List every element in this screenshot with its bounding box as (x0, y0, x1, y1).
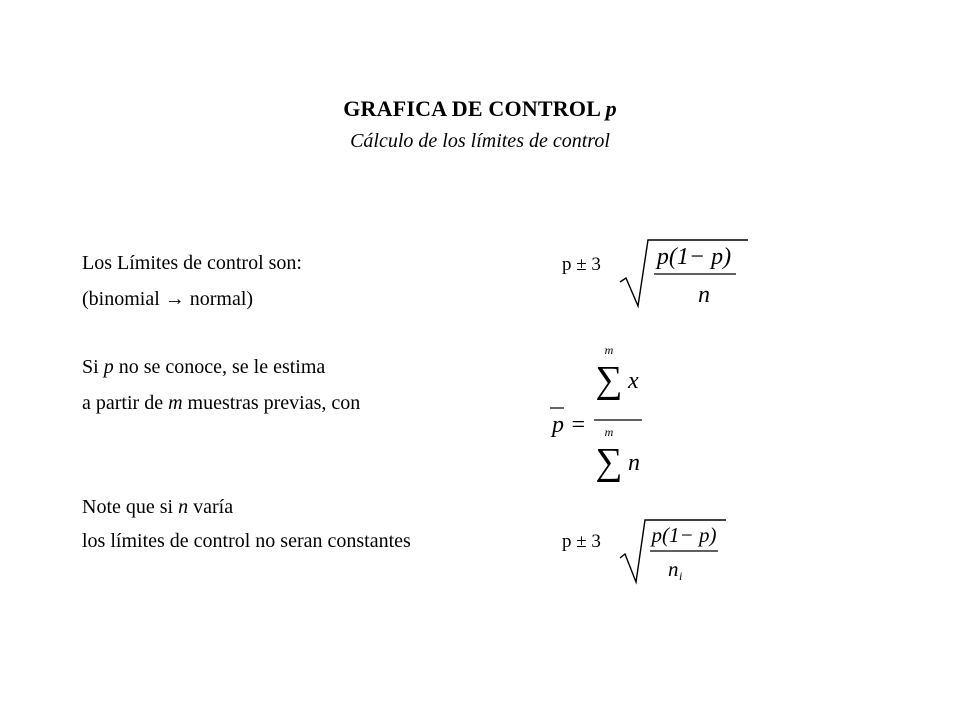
arrow-icon: → (164, 288, 185, 310)
p-bar-formula (540, 340, 660, 485)
p-bar-lhs: p = (552, 412, 587, 438)
lower-sum-var: n (628, 450, 640, 476)
lower-sigma-icon: ∑ (595, 441, 623, 483)
lower-sum-limit: m (604, 425, 614, 439)
page-subtitle: Cálculo de los límites de control (350, 130, 610, 152)
estimate-note-line1 (82, 356, 325, 379)
estimate-note-m: m (168, 392, 183, 414)
non-constant-limits-note: los límites de control no seran constantes (82, 530, 411, 552)
formula-denominator: n (698, 282, 710, 308)
control-limit-formula (618, 232, 748, 312)
formula-numerator: p(1− p) (651, 523, 717, 547)
varying-n-note (82, 496, 233, 519)
varying-note-text: Note que si (82, 496, 174, 518)
variable-limit-prefix: p ± 3 (562, 531, 601, 552)
varying-note-varia: varía (193, 496, 234, 518)
binomial-text: (binomial (82, 288, 160, 310)
normal-text: normal) (189, 288, 254, 310)
page-title (0, 96, 960, 122)
control-limits-label: Los Límites de control son: (82, 252, 302, 274)
binomial-normal-note (82, 288, 253, 311)
varying-note-n: n (178, 496, 189, 518)
title-text: GRAFICA DE CONTROL (343, 96, 600, 121)
estimate-note-apartir: a partir de (82, 392, 164, 414)
formula-denominator-n: n (668, 557, 679, 581)
estimate-note-p: p (103, 356, 114, 378)
estimate-note-si: Si (82, 356, 99, 378)
control-limit-prefix: p ± 3 (562, 254, 601, 275)
upper-sigma-icon: ∑ (595, 359, 623, 401)
title-variable: p (605, 96, 617, 121)
estimate-note-rest: no se conoce, se le estima (118, 356, 326, 378)
formula-numerator: p(1− p) (656, 244, 732, 270)
variable-limit-formula (618, 514, 728, 586)
upper-sum-var: x (628, 368, 639, 394)
estimate-note-muestras: muestras previas, con (187, 392, 361, 414)
upper-sum-limit: m (604, 343, 614, 357)
formula-denominator-sub: i (679, 569, 683, 583)
estimate-note-line2 (82, 392, 360, 415)
